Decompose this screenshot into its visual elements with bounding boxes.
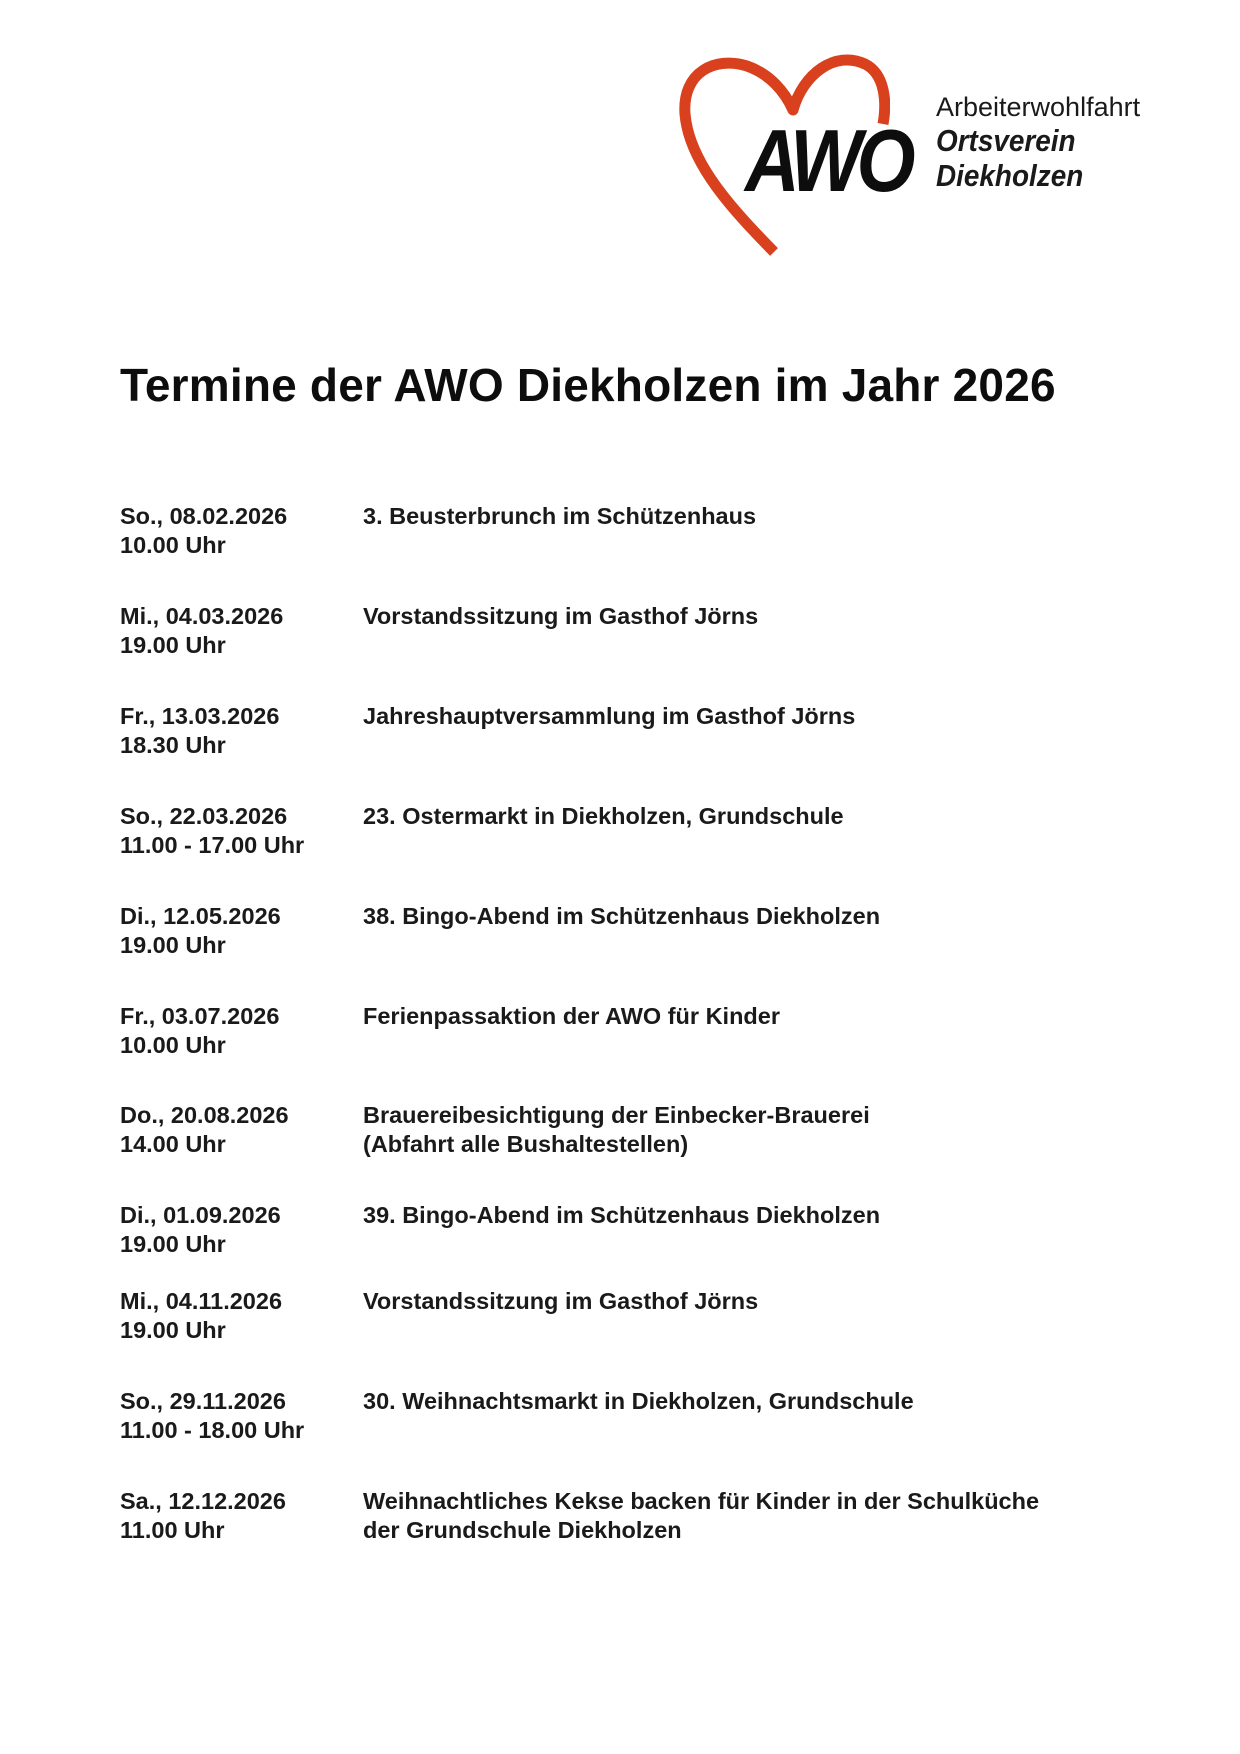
event-description [363,1487,1123,1545]
event-date: Di., 01.09.2026 [120,1202,281,1228]
event-desc-line1: Vorstandssitzung im Gasthof Jörns [363,603,759,629]
event-time: 11.00 Uhr [120,1517,225,1543]
page-title: Termine der AWO Diekholzen im Jahr 2026 [120,359,1056,411]
event-time: 19.00 Uhr [120,1231,226,1257]
event-desc-line1: 30. Weihnachtsmarkt in Diekholzen, Grundschule [363,1388,914,1414]
event-desc-line2: (Abfahrt alle Bushaltestellen) [363,1131,689,1157]
event-description [363,1002,1123,1031]
event-date: Fr., 03.07.2026 [120,1003,280,1029]
event-when [120,902,360,960]
event-description [363,802,1123,831]
event-time: 19.00 Uhr [120,632,226,658]
event-description [363,1287,1123,1316]
event-time: 10.00 Uhr [120,532,226,558]
event-date: Mi., 04.11.2026 [120,1288,283,1314]
event-date: So., 29.11.2026 [120,1388,286,1414]
event-date: Mi., 04.03.2026 [120,603,284,629]
event-desc-line1: 39. Bingo-Abend im Schützenhaus Diekholzen [363,1202,881,1228]
logo-awo-wordmark: AWO [745,111,911,210]
event-description [363,1387,1123,1416]
event-when [120,602,360,660]
logo-line-arbeiterwohlfahrt: Arbeiterwohlfahrt [936,92,1141,122]
event-when [120,702,360,760]
event-when [120,1101,360,1159]
event-time: 19.00 Uhr [120,932,226,958]
event-date: Fr., 13.03.2026 [120,703,280,729]
event-when [120,1002,360,1060]
event-when [120,1387,360,1445]
event-desc-line1: Weihnachtliches Kekse backen für Kinder in der Schulküche [363,1488,1040,1514]
logo-line-ortsverein: Ortsverein [936,123,1076,158]
event-desc-line1: Vorstandssitzung im Gasthof Jörns [363,1288,759,1314]
event-description [363,1201,1123,1230]
event-desc-line1: 23. Ostermarkt in Diekholzen, Grundschule [363,803,844,829]
event-date: Di., 12.05.2026 [120,903,281,929]
event-time: 19.00 Uhr [120,1317,226,1343]
event-desc-line1: Jahreshauptversammlung im Gasthof Jörns [363,703,856,729]
logo-line-diekholzen: Diekholzen [936,158,1084,193]
event-desc-line1: 38. Bingo-Abend im Schützenhaus Diekholzen [363,903,881,929]
event-date: Do., 20.08.2026 [120,1102,289,1128]
event-description [363,502,1123,531]
event-when [120,1487,360,1545]
event-date: Sa., 12.12.2026 [120,1488,286,1514]
event-when [120,502,360,560]
event-date: So., 08.02.2026 [120,503,288,529]
event-time: 14.00 Uhr [120,1131,226,1157]
event-desc-line1: Brauereibesichtigung der Einbecker-Brauerei [363,1102,870,1128]
event-when [120,802,360,860]
awo-logo [675,52,1145,262]
event-desc-line2: der Grundschule Diekholzen [363,1517,682,1543]
event-when [120,1287,360,1345]
event-description [363,602,1123,631]
event-time: 11.00 - 18.00 Uhr [120,1417,305,1443]
event-description [363,1101,1123,1159]
event-time: 10.00 Uhr [120,1032,226,1058]
event-when [120,1201,360,1259]
event-time: 11.00 - 17.00 Uhr [120,832,305,858]
event-time: 18.30 Uhr [120,732,226,758]
event-desc-line1: Ferienpassaktion der AWO für Kinder [363,1003,780,1029]
event-desc-line1: 3. Beusterbrunch im Schützenhaus [363,503,757,529]
event-description [363,702,1123,731]
event-description [363,902,1123,931]
event-date: So., 22.03.2026 [120,803,288,829]
